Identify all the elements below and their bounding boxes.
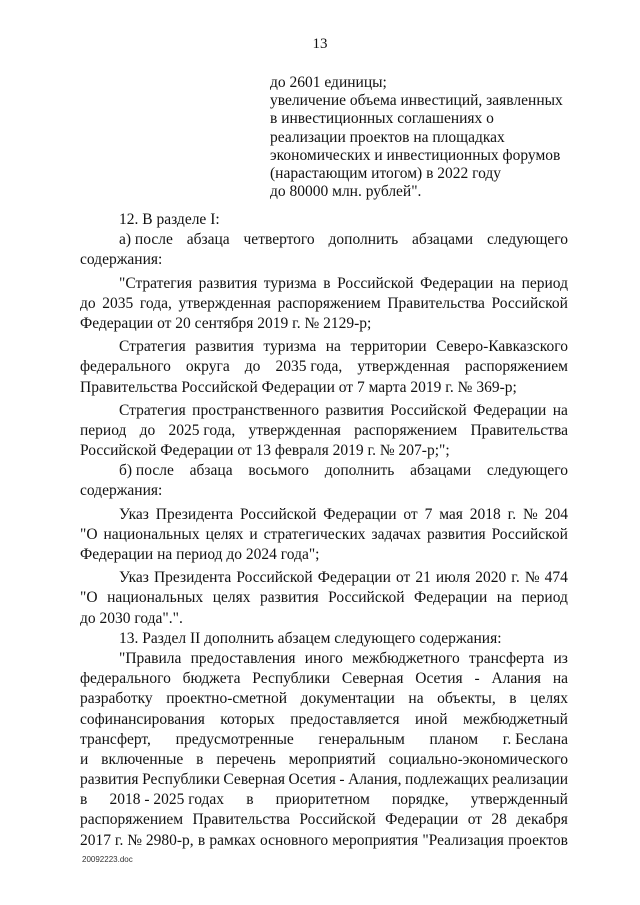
word: социально-экономического bbox=[388, 750, 568, 768]
word: распоряжением bbox=[354, 421, 458, 439]
text-line: Федерации на период до 2024 года"; bbox=[80, 546, 320, 563]
text-line bbox=[80, 230, 568, 250]
word: четвертого bbox=[243, 231, 315, 249]
word: развития bbox=[260, 589, 319, 607]
word: Алания, bbox=[348, 771, 402, 789]
word: целях bbox=[212, 589, 251, 607]
word: планом bbox=[429, 730, 479, 748]
quote-line: до 2601 единицы; bbox=[270, 74, 387, 91]
word: абзаца bbox=[189, 462, 233, 480]
word: Указ bbox=[119, 505, 149, 523]
word: на bbox=[552, 670, 568, 688]
word: 2035 bbox=[102, 294, 134, 312]
text-line bbox=[80, 689, 568, 709]
word: приоритетном bbox=[275, 791, 370, 809]
text-line bbox=[80, 669, 568, 689]
word: Российской bbox=[491, 525, 568, 543]
word: до bbox=[80, 294, 96, 312]
word: на bbox=[325, 338, 341, 356]
word: утвержденная bbox=[357, 358, 450, 376]
word: межбюджетный bbox=[463, 710, 568, 728]
word: проектно-сметной bbox=[166, 690, 288, 708]
word: от bbox=[403, 505, 418, 523]
quote-line: реализации проектов на площадках bbox=[270, 128, 505, 146]
word: порядке, bbox=[391, 791, 449, 809]
word: 21 bbox=[415, 569, 431, 587]
word: развития bbox=[80, 771, 139, 789]
word: на bbox=[552, 401, 568, 419]
text-line: содержания: bbox=[80, 251, 163, 269]
word: Российской bbox=[390, 401, 467, 419]
word: мероприятия bbox=[332, 831, 419, 849]
word: 2018 - 2025 годах bbox=[109, 791, 225, 809]
word: софинансирования bbox=[80, 710, 205, 728]
quote-line: (нарастающим итогом) в 2022 году bbox=[270, 165, 502, 183]
word: трансферта bbox=[469, 649, 545, 667]
word: округа bbox=[185, 358, 230, 376]
word: из bbox=[553, 649, 568, 667]
word: мая bbox=[439, 505, 463, 523]
word: на bbox=[408, 690, 424, 708]
word: восьмого bbox=[248, 462, 309, 480]
page-number: 13 bbox=[312, 36, 328, 52]
word: стратегических bbox=[263, 525, 366, 543]
word: и bbox=[249, 525, 258, 543]
word: № bbox=[524, 569, 540, 587]
word: документации bbox=[300, 690, 395, 708]
word: "Стратегия bbox=[119, 274, 193, 292]
word: период bbox=[521, 589, 568, 607]
document-body bbox=[80, 210, 568, 851]
word: 2035 года, bbox=[275, 358, 343, 376]
word: июля bbox=[435, 569, 471, 587]
word: Северная bbox=[341, 670, 404, 688]
text-line bbox=[80, 710, 568, 730]
word: генеральным bbox=[318, 730, 405, 748]
word: на bbox=[496, 589, 512, 607]
paragraph-rules bbox=[80, 649, 568, 851]
document-file-id: 20092223.doc bbox=[82, 855, 133, 864]
word: основного bbox=[259, 831, 329, 849]
word: до bbox=[244, 358, 261, 376]
word: абзацами bbox=[412, 231, 474, 249]
text-line bbox=[80, 337, 568, 357]
word: - bbox=[339, 771, 345, 789]
section-12-heading: 12. В разделе I: bbox=[119, 211, 220, 228]
word: Президента bbox=[153, 569, 232, 587]
word: национальных bbox=[107, 589, 204, 607]
word: абзаца bbox=[186, 231, 230, 249]
word: целях bbox=[205, 525, 244, 543]
word: территории bbox=[350, 338, 427, 356]
word: предоставляется bbox=[290, 710, 400, 728]
text-line bbox=[80, 461, 568, 481]
word: "Правила bbox=[119, 649, 182, 667]
word: дополнить bbox=[324, 462, 395, 480]
text-line bbox=[80, 294, 568, 314]
paragraph-ukaz-2020 bbox=[80, 568, 568, 629]
word: Правительства bbox=[387, 294, 485, 312]
text-line: Российской Федерации от 13 февраля 2019 г. № 207-р;"; bbox=[80, 442, 450, 460]
word: а) после bbox=[119, 231, 173, 249]
word: "О bbox=[80, 589, 98, 607]
word: трансферт, bbox=[80, 730, 151, 748]
word: дополнить bbox=[328, 231, 399, 249]
word: реализации bbox=[492, 771, 568, 789]
text-line bbox=[80, 730, 568, 750]
quote-line: в инвестиционных соглашениях о bbox=[270, 110, 494, 128]
word: период bbox=[80, 421, 127, 439]
word: в bbox=[196, 750, 204, 768]
word: иного bbox=[304, 649, 343, 667]
word: Российской bbox=[328, 589, 405, 607]
word: Северо-Кавказского bbox=[436, 338, 568, 356]
quote-line: до 80000 млн. рублей". bbox=[270, 183, 422, 201]
text-line bbox=[80, 421, 568, 441]
word: Российской bbox=[299, 811, 376, 829]
word: развития bbox=[195, 338, 254, 356]
word: № bbox=[523, 505, 538, 523]
word: 28 bbox=[491, 811, 507, 829]
word: перечень bbox=[216, 750, 276, 768]
word: Федерации bbox=[317, 569, 391, 587]
word: утвержденная bbox=[178, 294, 271, 312]
word: в bbox=[323, 274, 331, 292]
word: г. Беслана bbox=[502, 730, 568, 748]
word: Северная bbox=[223, 771, 285, 789]
text-line bbox=[80, 588, 568, 608]
word: включенные bbox=[101, 750, 184, 768]
text-line bbox=[80, 750, 568, 770]
word: 7 bbox=[424, 505, 433, 523]
word: Указ bbox=[119, 569, 149, 587]
word: Российской bbox=[236, 569, 313, 587]
word: следующего bbox=[486, 462, 568, 480]
word: следующего bbox=[486, 231, 568, 249]
word: Федерации bbox=[420, 274, 494, 292]
text-line bbox=[80, 770, 568, 790]
paragraph-ukaz-2018 bbox=[80, 505, 568, 566]
word: 2020 bbox=[475, 569, 507, 587]
word: распоряжением bbox=[80, 811, 184, 829]
word: в bbox=[246, 791, 254, 809]
word: до bbox=[139, 421, 156, 439]
word: года, bbox=[139, 294, 172, 312]
word: которых bbox=[220, 710, 275, 728]
word: целях bbox=[530, 690, 568, 708]
paragraph-strategy-tourism bbox=[80, 274, 568, 335]
word: период bbox=[521, 274, 568, 292]
text-line bbox=[80, 505, 568, 525]
word: утвержденная bbox=[248, 421, 341, 439]
word: развития bbox=[325, 401, 384, 419]
word: межбюджетного bbox=[352, 649, 460, 667]
paragraph-12b bbox=[80, 461, 568, 501]
text-line bbox=[80, 274, 568, 294]
word: 2018 bbox=[469, 505, 501, 523]
word: национальных bbox=[103, 525, 200, 543]
word: декабря bbox=[516, 811, 568, 829]
text-line bbox=[80, 649, 568, 669]
paragraph-strategy-spatial bbox=[80, 401, 568, 462]
word: Осетия bbox=[415, 670, 463, 688]
word: Президента bbox=[155, 505, 234, 523]
word: в bbox=[509, 690, 517, 708]
word: бюджета bbox=[182, 670, 241, 688]
word: Российской bbox=[240, 505, 317, 523]
quote-block-continuation bbox=[270, 74, 590, 201]
word: - bbox=[474, 670, 480, 688]
word: 2017 г. № 2980-р, bbox=[80, 831, 194, 849]
paragraph-strategy-skfo bbox=[80, 337, 568, 398]
word: Федерации bbox=[414, 589, 488, 607]
word: проектов bbox=[508, 831, 568, 849]
word: Федерации bbox=[385, 811, 459, 829]
word: 474 bbox=[544, 569, 568, 587]
word: и bbox=[80, 750, 89, 768]
paragraph-12a bbox=[80, 230, 568, 270]
word: б) после bbox=[119, 462, 174, 480]
text-line: Правительства Российской Федерации от 7 марта 2019 г. № 369-р; bbox=[80, 378, 517, 396]
word: в bbox=[80, 791, 88, 809]
word: Алания bbox=[491, 670, 541, 688]
text-line bbox=[80, 790, 568, 810]
quote-line: увеличение объема инвестиций, заявленных bbox=[270, 92, 563, 110]
word: утвержденный bbox=[470, 791, 568, 809]
word: от bbox=[467, 811, 483, 829]
word: предусмотренные bbox=[175, 730, 294, 748]
word: рамках bbox=[209, 831, 256, 849]
word: 204 bbox=[544, 505, 568, 523]
word: Федерации bbox=[323, 505, 397, 523]
word: развития bbox=[198, 274, 258, 292]
text-line: до 2030 года".". bbox=[80, 609, 183, 627]
word: пространственного bbox=[192, 401, 319, 419]
word: "О bbox=[80, 525, 98, 543]
word: Республики bbox=[252, 670, 331, 688]
text-line: содержания: bbox=[80, 482, 163, 500]
word: туризма bbox=[263, 338, 317, 356]
word: туризма bbox=[263, 274, 317, 292]
word: федерального bbox=[80, 358, 171, 376]
word: Российской bbox=[337, 274, 414, 292]
word: Федерации bbox=[473, 401, 547, 419]
word: Правительства bbox=[470, 421, 568, 439]
word: задачах bbox=[371, 525, 422, 543]
text-line bbox=[80, 568, 568, 588]
word: федерального bbox=[80, 670, 171, 688]
word: Республики bbox=[142, 771, 220, 789]
word: развития bbox=[427, 525, 486, 543]
word: 2025 года, bbox=[168, 421, 236, 439]
text-line bbox=[80, 357, 568, 377]
word: распоряжением bbox=[277, 294, 381, 312]
word: Стратегия bbox=[119, 338, 186, 356]
word: распоряжением bbox=[464, 358, 568, 376]
word: г. bbox=[511, 569, 520, 587]
word: Правительства bbox=[192, 811, 291, 829]
word: Осетия bbox=[288, 771, 336, 789]
word: Российской bbox=[491, 294, 568, 312]
word: "Реализация bbox=[422, 831, 504, 849]
word: от bbox=[395, 569, 411, 587]
text-line bbox=[80, 401, 568, 421]
word: Стратегия bbox=[119, 401, 186, 419]
quote-line: экономических и инвестиционных форумов bbox=[270, 146, 561, 164]
word: мероприятий bbox=[288, 750, 376, 768]
word: иной bbox=[414, 710, 448, 728]
word: объекты, bbox=[437, 690, 496, 708]
word: абзацами bbox=[410, 462, 472, 480]
word: на bbox=[499, 274, 516, 292]
word: подлежащих bbox=[405, 771, 489, 789]
word: разработку bbox=[80, 690, 153, 708]
section-13-heading: 13. Раздел II дополнить абзацем следующего содержания: bbox=[119, 629, 502, 647]
text-line bbox=[80, 810, 568, 830]
text-line bbox=[80, 525, 568, 545]
text-line: Федерации от 20 сентября 2019 г. № 2129-р; bbox=[80, 314, 372, 332]
word: предоставления bbox=[190, 649, 296, 667]
word: г. bbox=[507, 505, 517, 523]
word: в bbox=[197, 831, 206, 849]
text-line bbox=[80, 831, 568, 851]
